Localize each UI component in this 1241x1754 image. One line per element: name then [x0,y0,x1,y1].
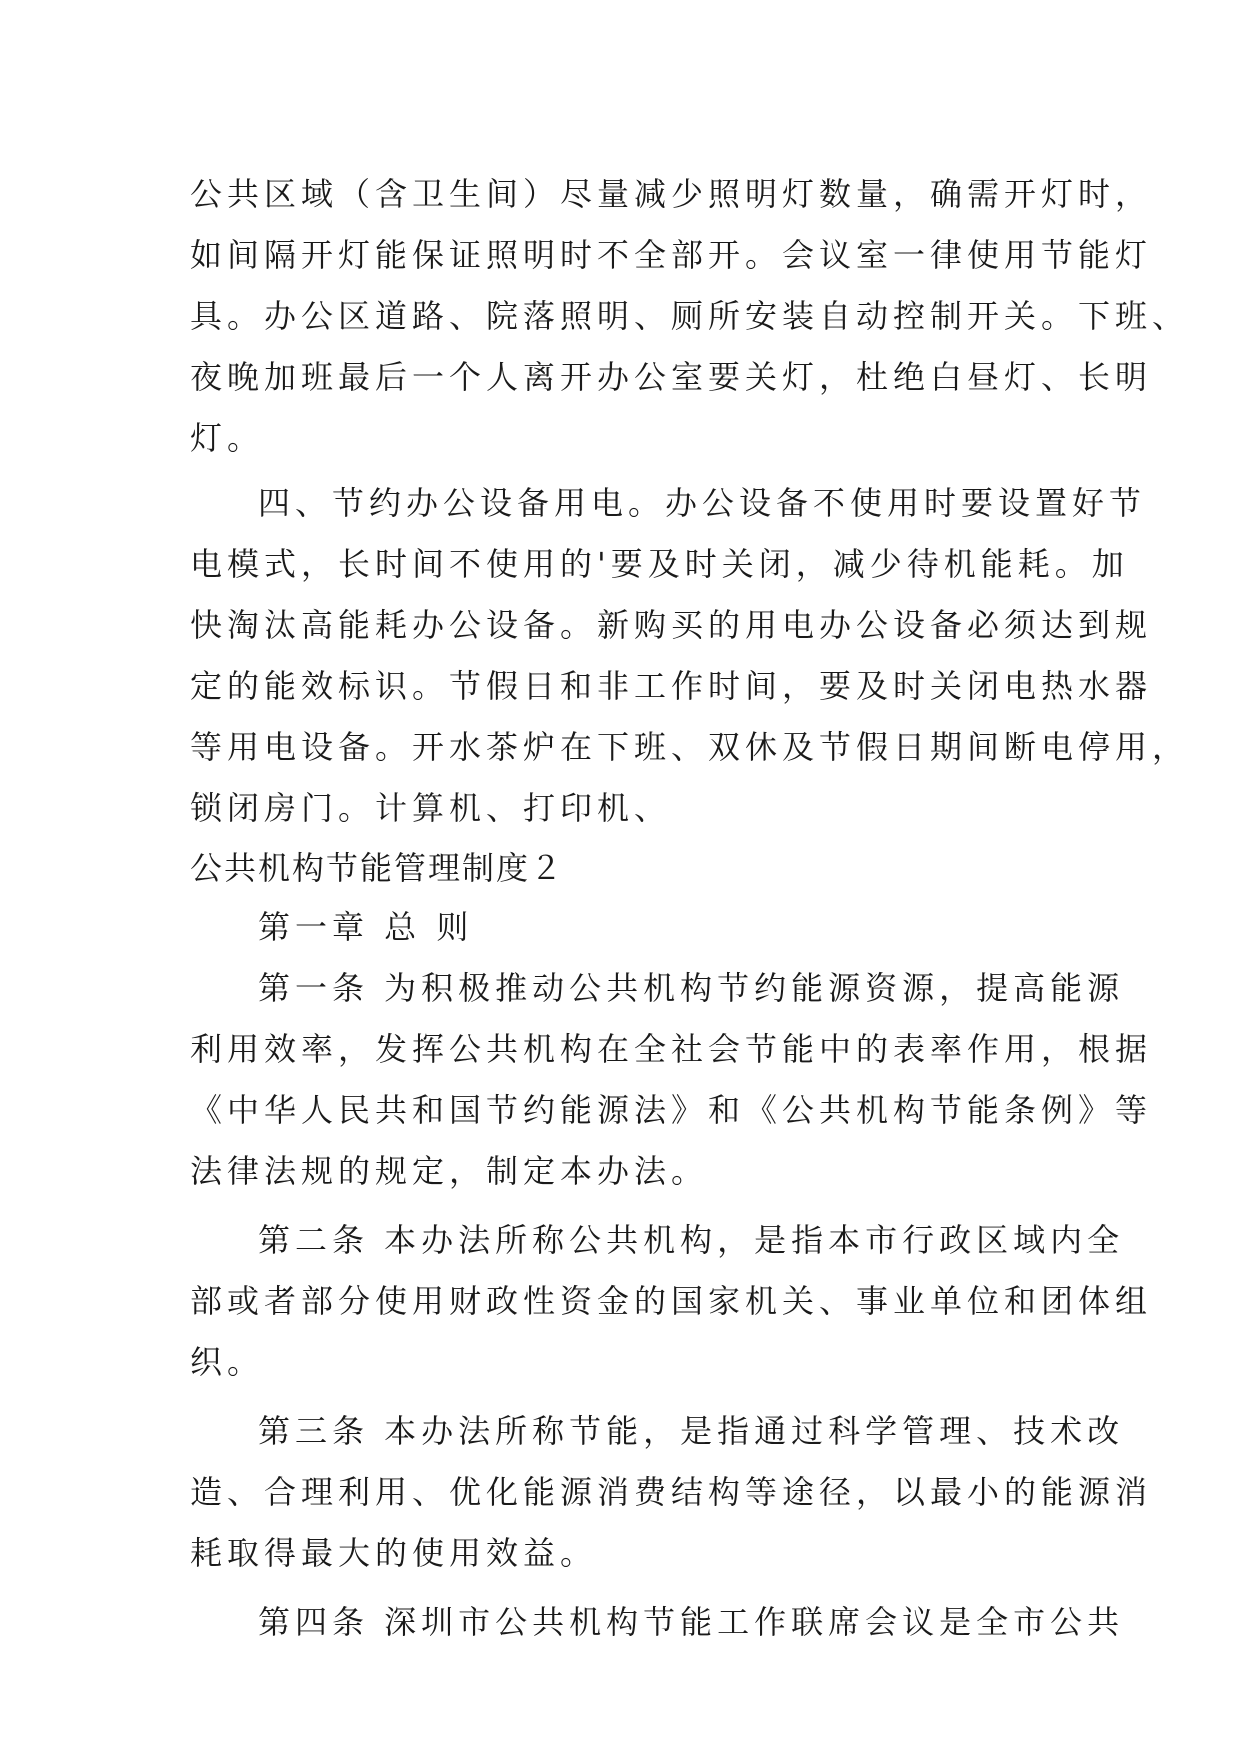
text-line: 织。 [190,1343,265,1381]
text-line: 四、节约办公设备用电。办公设备不使用时要设置好节 [258,484,1147,522]
text-line: 锁闭房门。计算机、打印机、 [190,789,672,827]
text-line: 部或者部分使用财政性资金的国家机关、事业单位和团体组 [190,1282,1153,1320]
text-line: 法律法规的规定，制定本办法。 [190,1152,709,1190]
text-line: 利用效率，发挥公共机构在全社会节能中的表率作用，根据 [190,1030,1153,1068]
text-line: 造、合理利用、优化能源消费结构等途径，以最小的能源消 [190,1473,1153,1511]
paragraph-public-lighting [190,164,1190,469]
text-line: 《中华人民共和国节约能源法》和《公共机构节能条例》等 [190,1091,1153,1129]
text-line: 等用电设备。开水茶炉在下班、双休及节假日期间断电停用， [190,728,1190,766]
text-line: 快淘汰高能耗办公设备。新购买的用电办公设备必须达到规 [190,606,1153,644]
document-body [190,164,1190,1653]
chapter-heading: 第一章 总 则 [258,908,474,946]
text-line: 具。办公区道路、院落照明、厕所安装自动控制开关。下班、 [190,297,1190,335]
text-line: 第四条 深圳市公共机构节能工作联席会议是全市公共 [258,1603,1125,1641]
section-title: 公共机构节能管理制度２ [190,849,565,887]
article-2 [190,1210,1153,1393]
article-1 [190,958,1153,1202]
text-line: 第二条 本办法所称公共机构，是指本市行政区域内全 [258,1221,1125,1259]
text-line: 灯。 [190,419,265,457]
text-line: 电模式，长时间不使用的'要及时关闭，减少待机能耗。加 [190,545,1129,583]
text-line: 耗取得最大的使用效益。 [190,1534,598,1572]
text-line: 第一条 为积极推动公共机构节约能源资源，提高能源 [258,969,1125,1007]
article-4 [190,1592,1125,1653]
text-line: 如间隔开灯能保证照明时不全部开。会议室一律使用节能灯 [190,236,1153,274]
text-line: 公共区域（含卫生间）尽量减少照明灯数量，确需开灯时， [190,175,1153,213]
paragraph-office-equipment [190,473,1190,839]
article-3 [190,1401,1153,1584]
text-line: 第三条 本办法所称节能，是指通过科学管理、技术改 [258,1412,1125,1450]
text-line: 夜晚加班最后一个人离开办公室要关灯，杜绝白昼灯、长明 [190,358,1153,396]
text-line: 定的能效标识。节假日和非工作时间，要及时关闭电热水器 [190,667,1153,705]
